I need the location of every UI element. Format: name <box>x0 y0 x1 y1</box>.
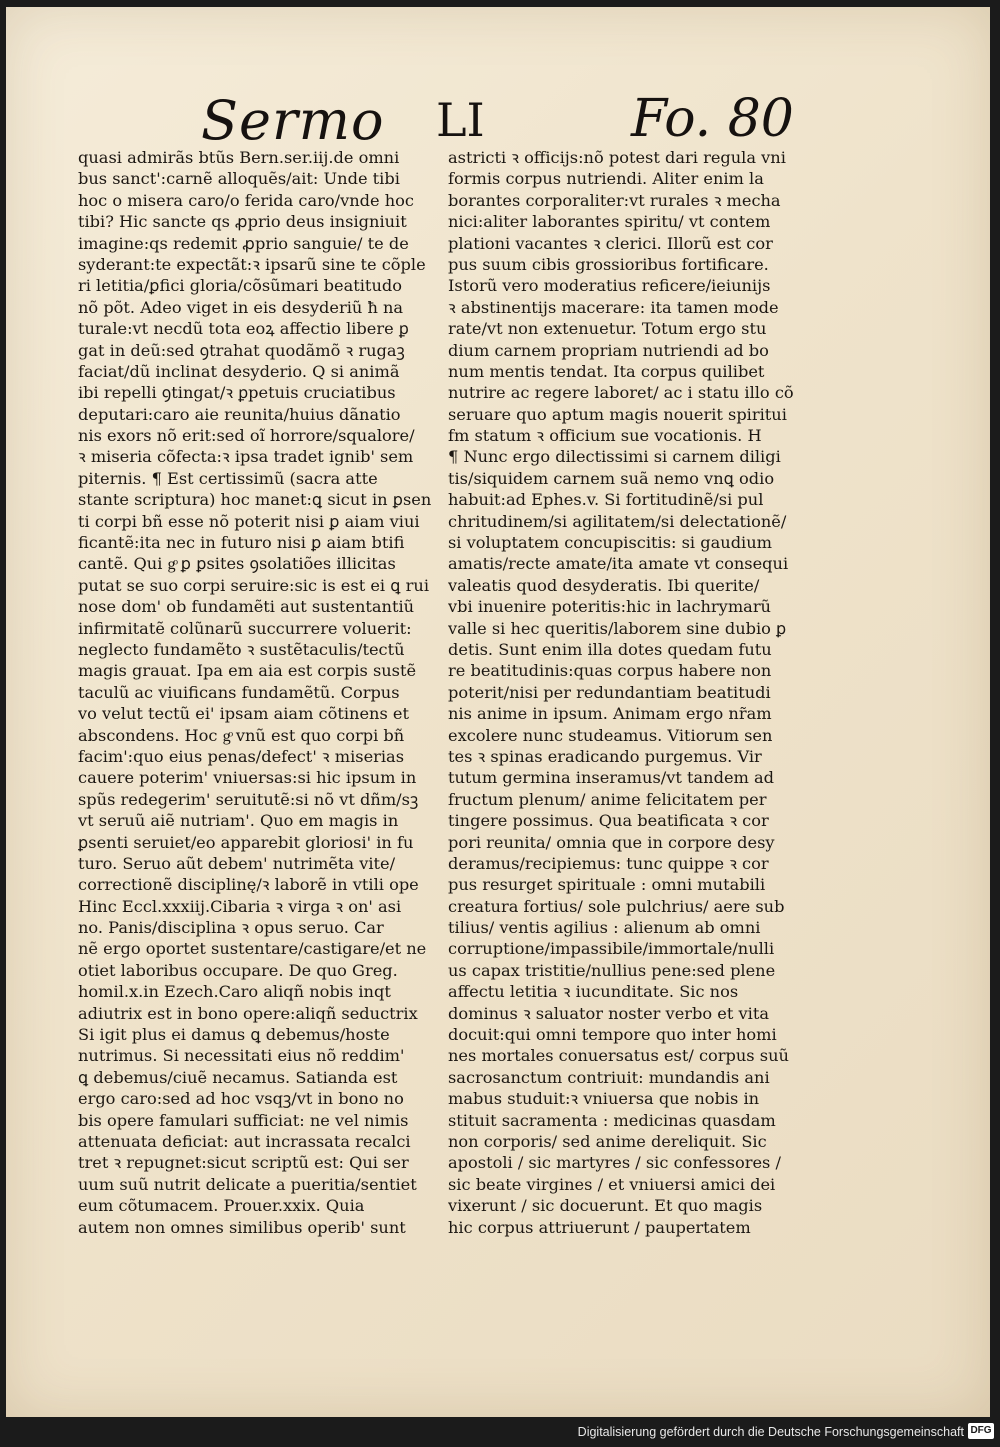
text-line: dominus ꝛ saluator noster verbo et vita <box>448 1003 769 1023</box>
text-line: mabus studuit:ꝛ vniuersa que nobis in <box>448 1089 760 1109</box>
text-line: putat se suo corpi seruire:sic is est ei ꝗ rui <box>78 575 430 595</box>
text-line: rate/vt non extenuetur. Totum ergo stu <box>448 319 767 339</box>
text-line: adiutrix est in bono opere:aliqñ seductrix <box>78 1003 418 1023</box>
text-line: correctionẽ disciplinę/ꝛ laborẽ in vtili ope <box>78 875 419 895</box>
text-line: pus suum cibis grossioribus fortificare. <box>448 254 769 274</box>
text-line: num mentis tendat. Ita corpus quilibet <box>448 361 765 381</box>
text-line: tingere possimus. Qua beatificata ꝛ cor <box>448 811 769 831</box>
text-line: pori reunita/ omnia que in corpore desy <box>448 832 775 852</box>
text-line: deputari:caro aie reunita/huius dãnatio <box>78 404 401 424</box>
text-line: tutum germina inseramus/vt tandem ad <box>448 768 775 788</box>
text-line: tes ꝛ spinas eradicando purgemus. Vir <box>448 746 762 766</box>
text-column-left <box>78 147 440 1238</box>
digitization-footer <box>0 1417 1000 1447</box>
text-line: si voluptatem concupiscitis: si gaudium <box>448 533 773 553</box>
text-line: detis. Sunt enim illa dotes quedam futu <box>448 639 772 659</box>
text-line: uum suũ nutrit delicate a pueritia/sentiet <box>78 1174 417 1194</box>
text-line: valeatis quod desyderatis. Ibi querite/ <box>448 575 760 595</box>
running-header <box>201 89 811 152</box>
dfg-logo: DFG <box>968 1423 994 1439</box>
text-line: imagine:qs redemit ꝓprio sanguie/ te de <box>78 233 409 253</box>
text-line: nose dom' ob fundamẽti aut sustentantiũ <box>78 597 415 617</box>
text-line: cantẽ. Qui gͦ ꝑ ꝑsites ꝯsolatiões illicitas <box>78 554 396 574</box>
text-line: tilius/ ventis agilius : alienum ab omni <box>448 918 761 938</box>
text-line: attenuata deficiat: aut incrassata recalci <box>78 1131 411 1151</box>
text-line: vo velut tectũ ei' ipsam aiam cõtinens et <box>78 704 410 724</box>
book-page <box>6 7 990 1417</box>
text-line: magis grauat. Ipa em aia est corpis sustẽ <box>78 661 417 681</box>
text-line: poterit/nisi per redundantiam beatitudi <box>448 682 771 702</box>
text-line: valle si hec queritis/laborem sine dubio ꝑ <box>448 618 787 638</box>
text-line: vbi inuenire poteritis:hic in lachrymarũ <box>448 597 771 617</box>
text-line: autem non omnes similibus operib' sunt <box>78 1217 406 1237</box>
text-line: chritudinem/si agilitatem/si delectationẽ/ <box>448 511 787 531</box>
text-line: cauere poterim' vniuersas:si hic ipsum in <box>78 768 417 788</box>
text-line: Istorũ vero moderatius reficere/ieiunijs <box>448 276 771 296</box>
text-line: ¶ Nunc ergo dilectissimi si carnem diligi <box>448 447 781 467</box>
text-line: vixerunt / sic docuerunt. Et quo magis <box>448 1196 763 1216</box>
text-line: amatis/recte amate/ita amate vt consequi <box>448 554 789 574</box>
text-line: nõ põt. Adeo viget in eis desyderiũ ħ na <box>78 297 404 317</box>
text-line: Si igit plus ei damus ꝗ debemus/hoste <box>78 1025 390 1045</box>
text-line: ꝛ abstinentijs macerare: ita tamen mode <box>448 297 779 317</box>
text-line: ti corpi bñ esse nõ poterit nisi ꝑ aiam viui <box>78 511 420 531</box>
text-line: nici:aliter laborantes spiritu/ vt contem <box>448 212 771 232</box>
text-line: nẽ ergo oportet sustentare/castigare/et ne <box>78 939 427 959</box>
text-line: faciat/dũ inclinat desyderio. Q si animã <box>78 361 400 381</box>
text-line: plationi vacantes ꝛ clerici. Illorũ est cor <box>448 233 773 253</box>
text-line: sacrosanctum contriuit: mundandis ani <box>448 1067 770 1087</box>
text-line: nis anime in ipsum. Animam ergo nr̃am <box>448 704 772 724</box>
text-line: tibi? Hic sancte qs ꝓprio deus insigniuit <box>78 212 407 232</box>
text-line: hic corpus attriuerunt / paupertatem <box>448 1217 751 1237</box>
sermon-number: LI <box>436 93 485 147</box>
text-line: corruptione/impassibile/immortale/nulli <box>448 939 775 959</box>
text-line: facim':quo eius penas/defect' ꝛ miserias <box>78 746 405 766</box>
text-line: excolere nunc studeamus. Vitiorum sen <box>448 725 773 745</box>
text-line: vt seruũ aiẽ nutriam'. Quo em magis in <box>78 811 399 831</box>
text-line: eum cõtumacem. Prouer.xxix. Quia <box>78 1196 365 1216</box>
running-title: Sermo <box>201 89 385 152</box>
text-line: creatura fortius/ sole pulchrius/ aere sub <box>448 896 785 916</box>
text-line: neglecto fundamẽto ꝛ sustẽtaculis/tectũ <box>78 639 405 659</box>
text-line: pus resurget spirituale : omni mutabili <box>448 875 766 895</box>
text-line: non corporis/ sed anime dereliquit. Sic <box>448 1131 767 1151</box>
text-line: affectu letitia ꝛ iucunditate. Sic nos <box>448 982 739 1002</box>
text-line: nis exors nõ erit:sed oĩ horrore/squalore/ <box>78 426 415 446</box>
text-line: ꝛ miseria cõfecta:ꝛ ipsa tradet ignib' sem <box>78 447 414 467</box>
text-line: habuit:ad Ephes.v. Si fortitudinẽ/si pul <box>448 490 764 510</box>
text-line: seruare quo aptum magis nouerit spiritui <box>448 404 787 424</box>
text-line: stituit sacramenta : medicinas quasdam <box>448 1110 776 1130</box>
text-line: quasi admirãs btũs Bern.ser.iij.de omni <box>78 148 400 167</box>
text-line: stante scriptura) hoc manet:ꝗ sicut in ꝑsen <box>78 490 432 510</box>
text-line: gat in deũ:sed ꝯtrahat quodãmõ ꝛ rugaꝫ <box>78 340 405 360</box>
text-line: nutrimus. Si necessitati eius nõ reddim' <box>78 1046 405 1066</box>
text-line: re beatitudinis:quas corpus habere non <box>448 661 772 681</box>
text-line: syderant:te expectãt:ꝛ ipsarũ sine te cõple <box>78 254 426 274</box>
text-line: homil.x.in Ezech.Caro aliqñ nobis inqt <box>78 982 391 1002</box>
funding-credit: Digitalisierung gefördert durch die Deutsche Forschungsgemeinschaft <box>577 1425 964 1439</box>
text-line: taculũ ac viuificans fundamẽtũ. Corpus <box>78 682 400 702</box>
text-line: Hinc Eccl.xxxiij.Cibaria ꝛ virga ꝛ on' asi <box>78 896 402 916</box>
text-line: turale:vt necdũ tota eoꝝ affectio libere ꝑ <box>78 319 409 339</box>
text-line: tret ꝛ repugnet:sicut scriptũ est: Qui ser <box>78 1153 409 1173</box>
text-line: ficantẽ:ita nec in futuro nisi ꝑ aiam btifi <box>78 533 405 553</box>
text-line: nes mortales conuersatus est/ corpus suũ <box>448 1046 789 1066</box>
text-column-right <box>448 147 810 1238</box>
text-line: otiet laboribus occupare. De quo Greg. <box>78 960 398 980</box>
text-line: tis/siquidem carnem suã nemo vnꝗ odio <box>448 468 775 488</box>
text-line: no. Panis/disciplina ꝛ opus seruo. Car <box>78 918 384 938</box>
text-line: dium carnem propriam nutriendi ad bo <box>448 340 769 360</box>
text-line: infirmitatẽ colũnarũ succurrere voluerit: <box>78 618 412 638</box>
text-line: astricti ꝛ officijs:nõ potest dari regula vni <box>448 148 786 167</box>
text-line: piternis. ¶ Est certissimũ (sacra atte <box>78 468 378 488</box>
text-line: docuit:qui omni tempore quo inter homi <box>448 1025 777 1045</box>
text-line: hoc o misera caro/o ferida caro/vnde hoc <box>78 190 414 210</box>
text-line: abscondens. Hoc gͦ vnũ est quo corpi bñ <box>78 725 405 745</box>
text-line: sic beate virgines / et vniuersi amici dei <box>448 1174 776 1194</box>
text-line: ꝑsenti seruiet/eo apparebit gloriosi' in fu <box>78 832 414 852</box>
text-line: deramus/recipiemus: tunc quippe ꝛ cor <box>448 853 769 873</box>
text-line: ri letitia/ꝑfici gloria/cõsũmari beatitudo <box>78 276 402 296</box>
text-line: fructum plenum/ anime felicitatem per <box>448 789 767 809</box>
text-line: nutrire ac regere laboret/ ac i statu illo cõ <box>448 383 794 403</box>
text-line: fm statum ꝛ officium sue vocationis. H <box>448 426 762 446</box>
folio-number: Fo. 80 <box>631 89 794 149</box>
text-line: spũs redegerim' seruitutẽ:si nõ vt dñm/sꝫ <box>78 789 419 809</box>
text-line: ergo caro:sed ad hoc vsqꝫ/vt in bono no <box>78 1089 404 1109</box>
text-line: formis corpus nutriendi. Aliter enim la <box>448 169 764 189</box>
text-line: turo. Seruo aũt debem' nutrimẽta vite/ <box>78 853 396 873</box>
text-line: apostoli / sic martyres / sic confessores / <box>448 1153 781 1173</box>
text-line: us capax tristitie/nullius pene:sed plene <box>448 960 776 980</box>
text-line: ꝗ debemus/ciuẽ necamus. Satianda est <box>78 1067 398 1087</box>
text-line: bis opere famulari sufficiat: ne vel nimis <box>78 1110 409 1130</box>
text-line: ibi repelli ꝯtingat/ꝛ ꝑpetuis cruciatibus <box>78 383 396 403</box>
text-line: borantes corporaliter:vt rurales ꝛ mecha <box>448 190 781 210</box>
text-line: bus sanct':carnẽ alloquẽs/ait: Unde tibi <box>78 169 400 189</box>
